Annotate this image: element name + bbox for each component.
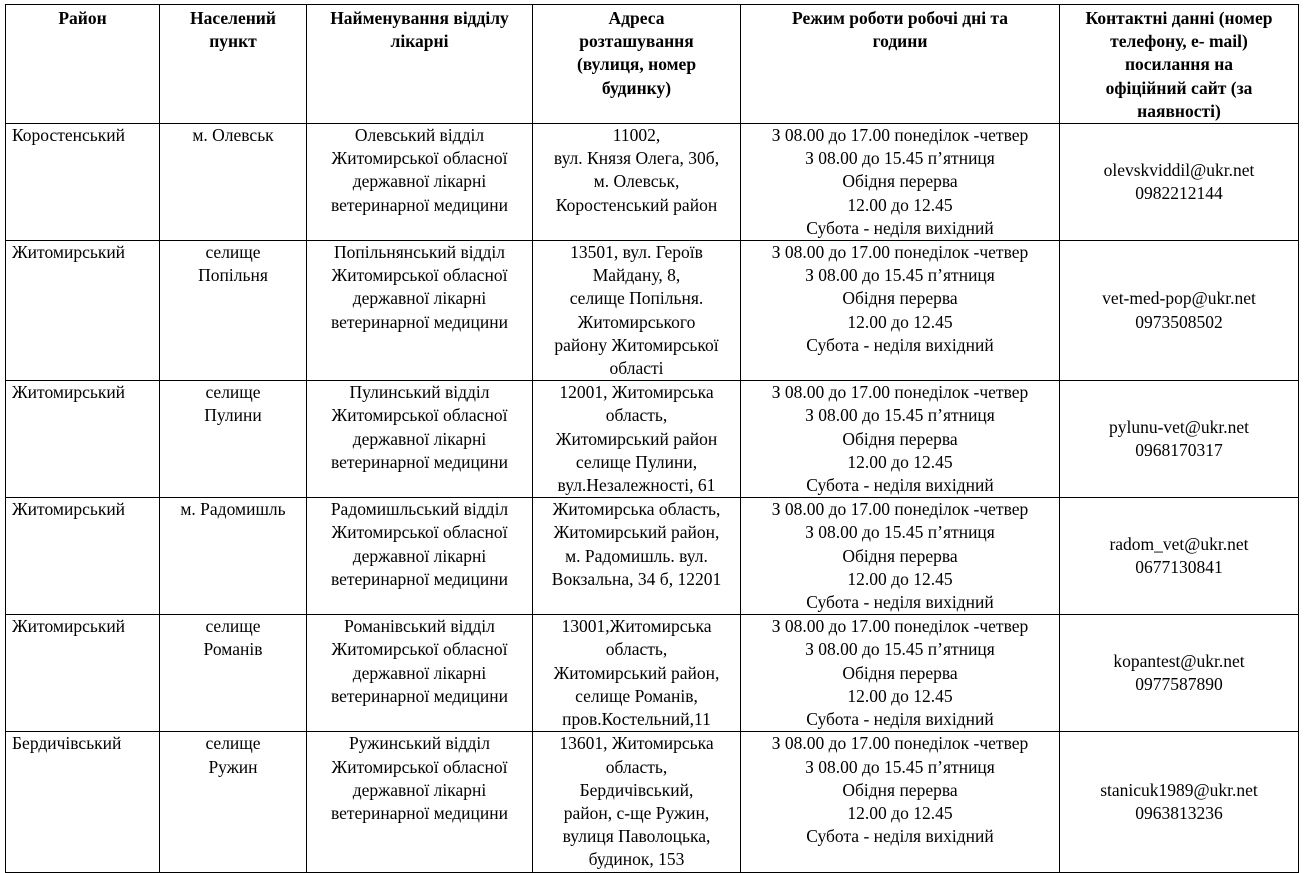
text-line: З 08.00 до 15.45 п’ятниця	[805, 756, 995, 777]
text-line: З 08.00 до 15.45 п’ятниця	[805, 639, 995, 660]
text-line: 12.00 до 12.45	[847, 194, 953, 215]
schedule-cell	[741, 381, 1060, 498]
text-line: Адреса	[608, 8, 665, 28]
email-text: kopantest@ukr.net	[1113, 651, 1245, 672]
phone-text: 0677130841	[1135, 557, 1223, 578]
contact-cell	[1060, 732, 1299, 872]
text-line: Бердичівський,	[579, 779, 694, 800]
address-cell	[533, 615, 741, 732]
text-line: селище Пулини,	[575, 451, 698, 472]
text-line: 13001,Житомирська	[561, 616, 712, 637]
phone-text: 0973508502	[1135, 311, 1223, 332]
district-cell: Житомирський	[6, 381, 160, 498]
email-text: pylunu-vet@ukr.net	[1108, 417, 1250, 438]
text-line: Житомирського	[577, 311, 696, 332]
text-line: З 08.00 до 15.45 п’ятниця	[805, 265, 995, 286]
district-cell: Житомирський	[6, 241, 160, 381]
phone-text: 0977587890	[1135, 674, 1223, 695]
text-line: 12.00 до 12.45	[847, 685, 953, 706]
text-line: селище	[205, 242, 261, 263]
text-line: Житомирська область,	[552, 499, 721, 520]
phone-text: 0963813236	[1135, 802, 1223, 823]
text-line: 12.00 до 12.45	[847, 802, 953, 823]
department-cell	[307, 732, 533, 872]
text-line: З 08.00 до 17.00 понеділок -четвер	[771, 499, 1029, 520]
table-row	[6, 241, 1299, 381]
contact-cell	[1060, 615, 1299, 732]
text-line: З 08.00 до 17.00 понеділок -четвер	[771, 125, 1029, 146]
text-line: Житомирської обласної	[331, 639, 508, 660]
text-line: Радомишльський відділ	[330, 499, 509, 520]
text-line: ветеринарної медицини	[330, 311, 509, 332]
table-row	[6, 381, 1299, 498]
text-line: Вокзальна, 34 б, 12201	[551, 568, 722, 589]
table-row	[6, 732, 1299, 872]
text-line: Житомирський район,	[553, 522, 720, 543]
settlement-cell	[160, 732, 307, 872]
text-line: Обідня перерва	[842, 779, 958, 800]
text-line: Житомирської обласної	[331, 265, 508, 286]
text-line: розташування	[579, 31, 694, 52]
text-line: державної лікарні	[352, 288, 487, 309]
text-line: м. Радомишль. вул.	[565, 545, 708, 566]
text-line: селище	[205, 382, 261, 403]
text-line: Коростенський район	[555, 194, 718, 215]
table-row	[6, 498, 1299, 615]
text-line: область,	[605, 756, 668, 777]
text-line: будинку)	[601, 77, 672, 98]
text-line: Пулинський відділ	[349, 382, 490, 403]
text-line: З 08.00 до 17.00 понеділок -четвер	[771, 733, 1029, 754]
text-line: району Житомирської	[554, 334, 719, 355]
department-cell	[307, 498, 533, 615]
settlement-cell	[160, 241, 307, 381]
text-line: Майдану, 8,	[592, 265, 681, 286]
email-text: olevskviddil@ukr.net	[1103, 159, 1255, 180]
text-line: вул. Князя Олега, 30б,	[553, 148, 720, 169]
text-line: державної лікарні	[352, 662, 487, 683]
settlement-cell	[160, 124, 307, 241]
text-line: Субота - неділя вихідний	[806, 709, 994, 730]
address-cell	[533, 498, 741, 615]
header-settlement	[160, 5, 307, 124]
text-line: Субота - неділя вихідний	[806, 592, 994, 613]
text-line: пров.Костельний,11	[562, 709, 711, 730]
email-text: stanicuk1989@ukr.net	[1100, 779, 1258, 800]
text-line: 12.00 до 12.45	[847, 568, 953, 589]
district-cell: Житомирський	[6, 498, 160, 615]
phone-text: 0968170317	[1135, 440, 1223, 461]
text-line: 13501, вул. Героїв	[570, 242, 703, 263]
text-line: З 08.00 до 15.45 п’ятниця	[805, 405, 995, 426]
text-line: офіційний сайт (за	[1105, 77, 1253, 98]
text-line: З 08.00 до 15.45 п’ятниця	[805, 522, 995, 543]
department-cell	[307, 124, 533, 241]
text-line: З 08.00 до 17.00 понеділок -четвер	[771, 382, 1029, 403]
schedule-cell	[741, 732, 1060, 872]
settlement-cell	[160, 498, 307, 615]
text-line: Ружинський відділ	[349, 733, 490, 754]
contact-cell	[1060, 498, 1299, 615]
address-cell	[533, 124, 741, 241]
header-contacts	[1060, 5, 1299, 124]
text-line: Ружин	[208, 756, 258, 777]
text-line: Житомирський район	[555, 428, 718, 449]
text-line: Житомирський район,	[553, 662, 720, 683]
text-line: Романів	[203, 639, 263, 660]
text-line: Житомирської обласної	[331, 522, 508, 543]
text-line: м. Радомишль	[180, 499, 286, 520]
schedule-cell	[741, 498, 1060, 615]
text-line: Житомирської обласної	[331, 148, 508, 169]
text-line: Режим роботи робочі дні та	[791, 8, 1008, 28]
text-line: Субота - неділя вихідний	[806, 334, 994, 355]
text-line: вул.Незалежності, 61	[557, 475, 716, 496]
schedule-cell	[741, 615, 1060, 732]
header-row	[6, 5, 1299, 124]
phone-text: 0982212144	[1135, 183, 1223, 204]
text-line: 13601, Житомирська	[559, 733, 714, 754]
text-line: область,	[605, 405, 668, 426]
text-line: державної лікарні	[352, 779, 487, 800]
text-line: Обідня перерва	[842, 545, 958, 566]
text-line: Населений	[190, 8, 276, 28]
contact-cell	[1060, 124, 1299, 241]
text-line: Обідня перерва	[842, 428, 958, 449]
address-cell	[533, 241, 741, 381]
department-cell	[307, 381, 533, 498]
text-line: Житомирської обласної	[331, 756, 508, 777]
text-line: Найменування відділу	[330, 8, 509, 28]
text-line: області	[609, 358, 664, 379]
settlement-cell	[160, 615, 307, 732]
text-line: Попільнянський відділ	[334, 242, 505, 263]
text-line: 12.00 до 12.45	[847, 311, 953, 332]
text-line: ветеринарної медицини	[330, 194, 509, 215]
table-row	[6, 615, 1299, 732]
text-line: селище Попільня.	[569, 288, 704, 309]
email-text: radom_vet@ukr.net	[1109, 534, 1249, 555]
text-line: ветеринарної медицини	[330, 451, 509, 472]
text-line: Обідня перерва	[842, 288, 958, 309]
text-line: ветеринарної медицини	[330, 685, 509, 706]
text-line: З 08.00 до 15.45 п’ятниця	[805, 148, 995, 169]
text-line: 12001, Житомирська	[559, 382, 714, 403]
text-line: Пулини	[204, 405, 262, 426]
text-line: Субота - неділя вихідний	[806, 475, 994, 496]
email-text: vet-med-pop@ukr.net	[1102, 288, 1256, 309]
text-line: Субота - неділя вихідний	[806, 826, 994, 847]
address-cell	[533, 381, 741, 498]
contact-cell	[1060, 241, 1299, 381]
text-line: м. Олевськ	[192, 125, 274, 146]
text-line: Олевський відділ	[354, 125, 485, 146]
text-line: державної лікарні	[352, 171, 487, 192]
settlement-cell	[160, 381, 307, 498]
text-line: лікарні	[390, 31, 449, 52]
text-line: години	[872, 31, 928, 52]
header-district	[6, 5, 160, 124]
text-line: селище	[205, 616, 261, 637]
text-line: державної лікарні	[352, 428, 487, 449]
text-line: державної лікарні	[352, 545, 487, 566]
text-line: область,	[605, 639, 668, 660]
text-line: 12.00 до 12.45	[847, 451, 953, 472]
text-line: З 08.00 до 17.00 понеділок -четвер	[771, 616, 1029, 637]
department-cell	[307, 615, 533, 732]
header-address	[533, 5, 741, 124]
schedule-cell	[741, 241, 1060, 381]
text-line: посилання на	[1124, 54, 1234, 75]
text-line: З 08.00 до 17.00 понеділок -четвер	[771, 242, 1029, 263]
text-line: Обідня перерва	[842, 662, 958, 683]
text-line: ветеринарної медицини	[330, 568, 509, 589]
header-schedule	[741, 5, 1060, 124]
text-line: район, с-ще Ружин,	[563, 802, 710, 823]
text-line: наявності)	[1137, 100, 1221, 121]
text-line: Контактні данні (номер	[1085, 8, 1273, 28]
text-line: Попільня	[198, 265, 268, 286]
text-line: будинок, 153	[588, 849, 685, 870]
schedule-cell	[741, 124, 1060, 241]
text-line: селище Романів,	[575, 685, 698, 706]
district-cell: Бердичівський	[6, 732, 160, 872]
text-line: м. Олевськ,	[593, 171, 680, 192]
contact-cell	[1060, 381, 1299, 498]
text-line: (вулиця, номер	[576, 54, 697, 75]
address-cell	[533, 732, 741, 872]
text-line: Район	[58, 8, 107, 28]
text-line: Романівський відділ	[344, 616, 495, 637]
text-line: 11002,	[612, 125, 661, 146]
text-line: телефону, е- mail)	[1110, 31, 1248, 52]
text-line: Житомирської обласної	[331, 405, 508, 426]
text-line: вулиця Паволоцька,	[562, 826, 711, 847]
table-row	[6, 124, 1299, 241]
text-line: селище	[205, 733, 261, 754]
department-cell	[307, 241, 533, 381]
header-department	[307, 5, 533, 124]
text-line: ветеринарної медицини	[330, 802, 509, 823]
text-line: пункт	[209, 31, 257, 52]
district-cell: Житомирський	[6, 615, 160, 732]
district-cell: Коростенський	[6, 124, 160, 241]
text-line: Обідня перерва	[842, 171, 958, 192]
text-line: Субота - неділя вихідний	[806, 217, 994, 238]
vet-departments-table	[5, 4, 1299, 873]
